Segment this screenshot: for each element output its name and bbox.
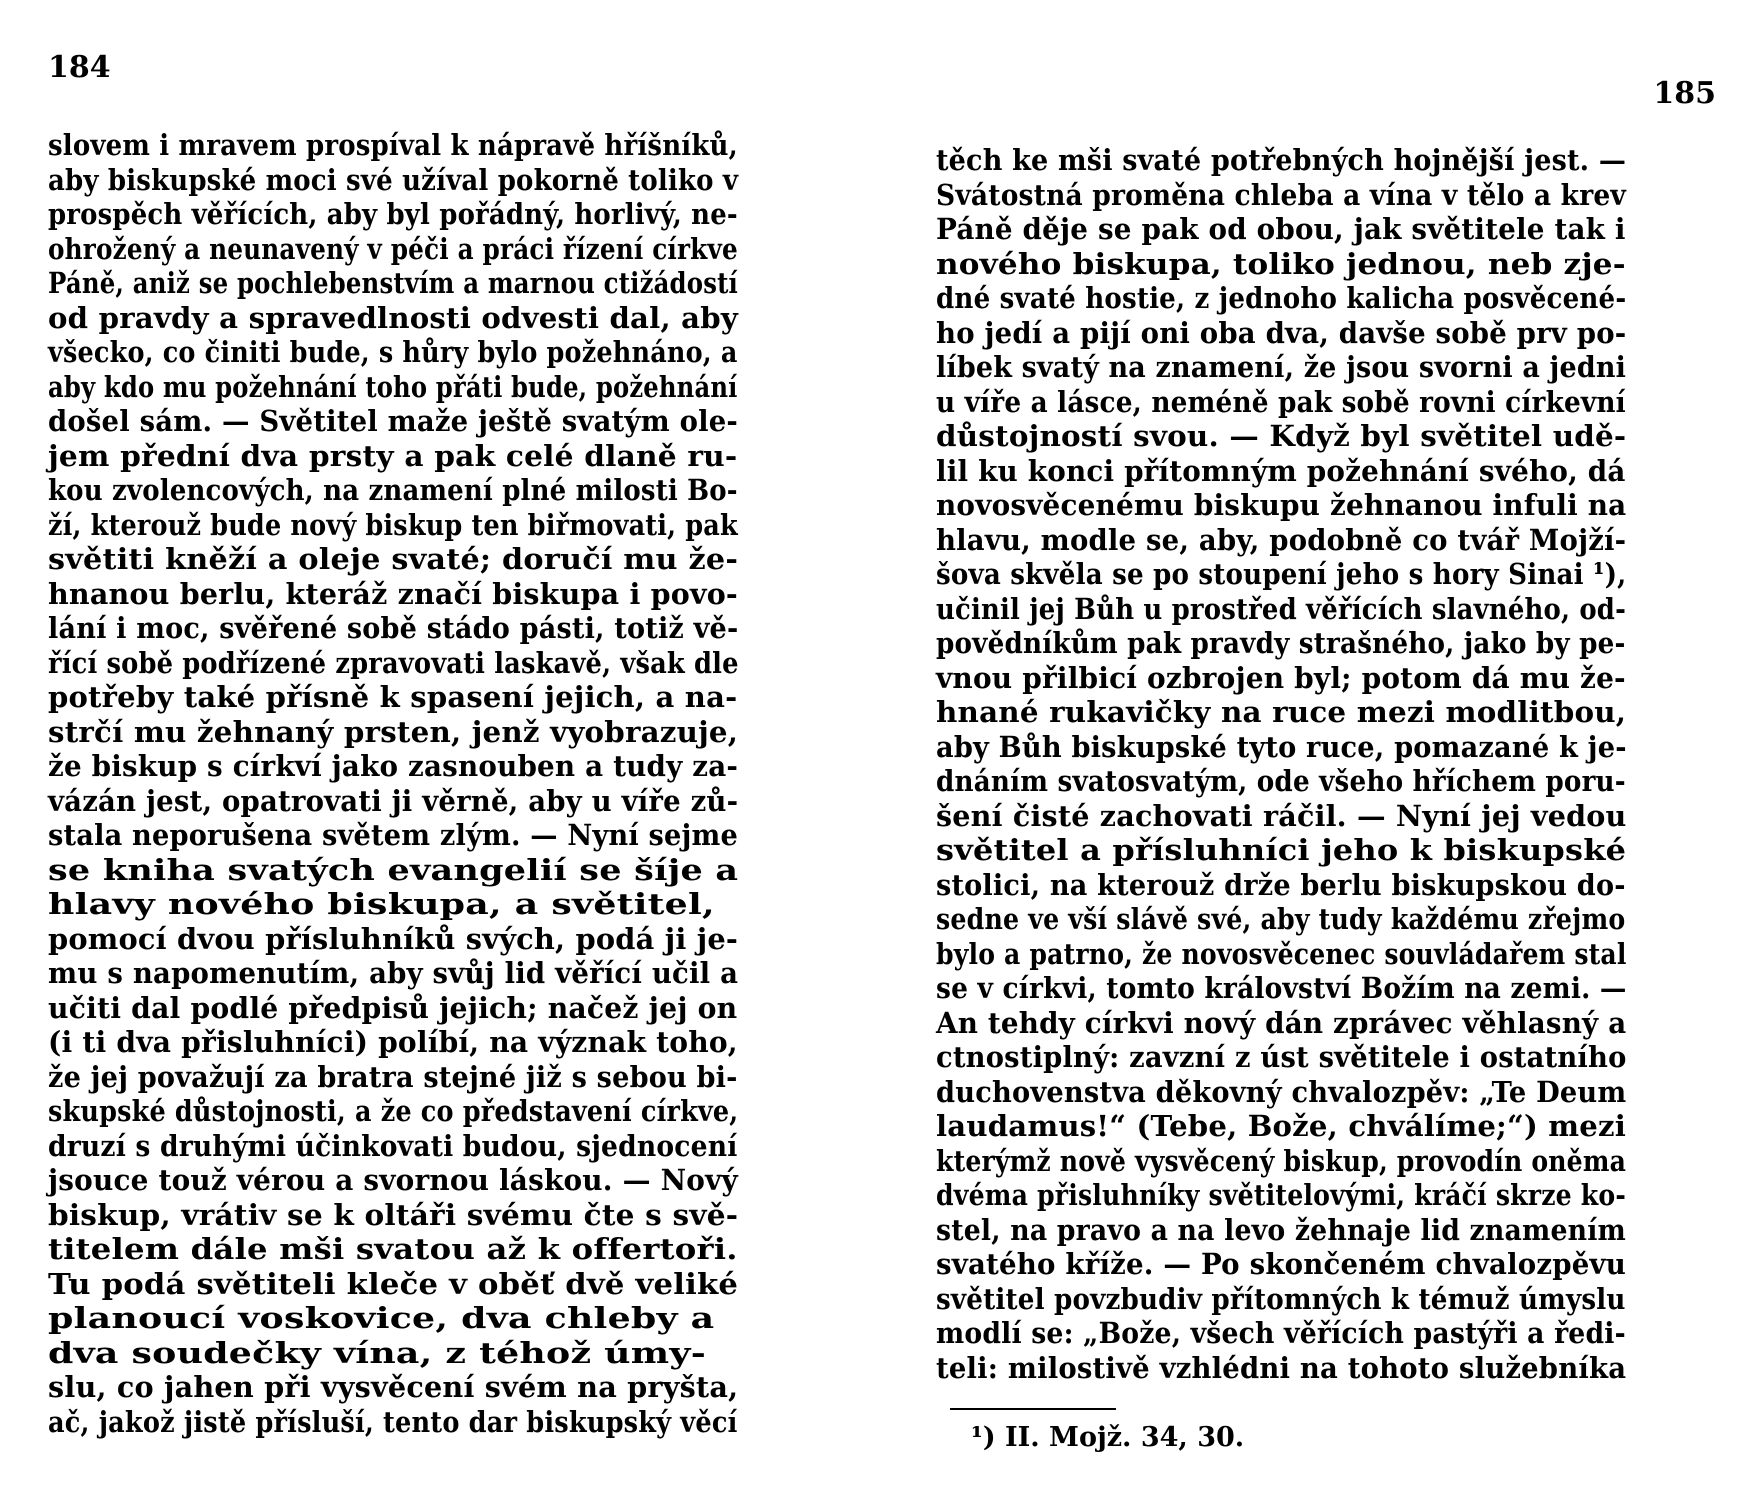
text-line: vázán jest, opatrovati ji věrně, aby u víře zů- <box>48 783 739 818</box>
page-number: 185 <box>1653 76 1716 111</box>
left-page <box>48 0 838 1500</box>
text-line: biskup, vrátiv se k oltáři svému čte s svě- <box>48 1197 739 1232</box>
text-line: světitel a přísluhníci jeho k biskupské <box>936 833 1627 867</box>
text-line: se kniha svatých evangelií se šíje a <box>48 852 739 887</box>
footnote-divider <box>950 1408 1116 1410</box>
text-line: slovem i mravem prospíval k nápravě hříšníků, <box>48 128 738 162</box>
text-line: učiti dal podlé předpisů jejich; načež jej on <box>48 990 738 1025</box>
text-line: jem přední dva prsty a pak celé dlaně ru- <box>48 438 738 473</box>
text-line: ohrožený a neunavený v péči a práci řízení církve <box>48 231 738 266</box>
text-line: dvéma přisluhníky světitelovými, kráčí skrze ko- <box>936 1178 1627 1212</box>
text-line: aby biskupské moci své užíval pokorně toliko v <box>48 162 739 197</box>
text-line: teli: milostivě vzhlédni na tohoto služebníka <box>936 1350 1627 1385</box>
text-line: důstojností svou. — Když byl světitel udě- <box>936 419 1627 453</box>
text-line: hnané rukavičky na ruce mezi modlitbou, <box>936 695 1627 729</box>
footnote: ¹) II. Mojž. 34, 30. <box>971 1422 1245 1453</box>
text-line: duchovenstva děkovný chvalozpěv: „Te Deum <box>936 1074 1627 1109</box>
text-line: hlavy nového biskupa, a světitel, <box>48 887 715 921</box>
text-line: slu, co jahen při vysvěcení svém na pryšta, <box>48 1370 739 1404</box>
text-line: řící sobě podřízené zpravovati laskavě, však dle <box>48 645 739 680</box>
text-line: hlavu, modle se, aby, podobně co tvář Mojží- <box>936 522 1627 557</box>
text-line: povědníkům pak pravdy strašného, jako by pe- <box>936 626 1626 660</box>
text-line: světiti kněží a oleje svaté; doručí mu že- <box>48 542 739 576</box>
text-line: kou zvolencových, na znamení plné milosti Bo- <box>48 473 738 507</box>
right-page <box>936 0 1716 1500</box>
text-line: Páně, aniž se pochlebenstvím a marnou ctižádostí <box>48 266 738 300</box>
text-line: modlí se: „Bože, všech věřících pastýři a ředi- <box>936 1316 1626 1350</box>
text-line: druzí s druhými účinkovati budou, sjednocení <box>48 1128 738 1163</box>
text-line: se v církvi, tomto království Božím na zemi. — <box>936 971 1627 1005</box>
text-line: Tu podá světiteli kleče v oběť dvě veliké <box>48 1266 739 1301</box>
text-line: laudamus!“ (Tebe, Bože, chválíme;“) mezi <box>936 1109 1626 1143</box>
text-line: těch ke mši svaté potřebných hojnější jest. — <box>936 143 1627 177</box>
text-line: planoucí voskovice, dva chleby a <box>48 1301 715 1335</box>
text-line: aby Bůh biskupské tyto ruce, pomazané k je- <box>936 729 1627 764</box>
text-line: mu s napomenutím, aby svůj lid věřící učil a <box>48 956 739 990</box>
text-line: nového biskupa, toliko jednou, neb zje- <box>936 246 1626 281</box>
text-line: hnanou berlu, kteráž značí biskupa i povo- <box>48 576 738 611</box>
text-line: dva soudečky vína, z téhož úmy- <box>48 1335 706 1370</box>
left-page-text <box>48 128 838 1439</box>
text-line: vnou přilbicí ozbrojen byl; potom dá mu že- <box>936 660 1626 695</box>
text-line: novosvěcenému biskupu žehnanou infuli na <box>936 488 1627 522</box>
text-line: že jej považují za bratra stejné již s sebou bi- <box>48 1059 738 1094</box>
text-line: pomocí dvou přísluhníků svých, podá ji je- <box>48 921 739 956</box>
text-line: všecko, co činiti bude, s hůry bylo požehnáno, a <box>48 335 738 369</box>
text-line: ač, jakož jistě přísluší, tento dar biskupský věcí <box>48 1404 738 1439</box>
text-line: lil ku konci přítomným požehnání svého, dá <box>936 453 1626 488</box>
text-line: ctnostiplný: zavzní z úst světitele i ostatního <box>936 1040 1627 1074</box>
text-line: Páně děje se pak od obou, jak světitele tak i <box>936 212 1626 246</box>
text-line: šova skvěla se po stoupení jeho s hory Sinai ¹), <box>936 557 1627 591</box>
text-line: sedne ve vší slávě své, aby tudy každému zřejmo <box>936 902 1626 936</box>
text-line: stolici, na kterouž drže berlu biskupskou do- <box>936 867 1626 902</box>
text-line: stala neporušena světem zlým. — Nyní sejme <box>48 818 739 852</box>
text-line: prospěch věřících, aby byl pořádný, horlivý, ne- <box>48 197 738 231</box>
text-line: aby kdo mu požehnání toho přáti bude, požehnání <box>48 369 738 404</box>
text-line: Svátostná proměna chleba a vína v tělo a krev <box>936 177 1627 212</box>
text-line: světitel povzbudiv přítomných k témuž úmyslu <box>936 1281 1626 1316</box>
text-line: že biskup s církví jako zasnouben a tudy za- <box>48 749 739 783</box>
text-line: ží, kterouž bude nový biskup ten biřmovati, pak <box>48 507 738 542</box>
text-line: skupské důstojnosti, a že co představení církve, <box>48 1094 739 1128</box>
text-line: bylo a patrno, že novosvěcenec souvládařem stal <box>936 936 1627 971</box>
text-line: titelem dále mši svatou až k offertoři. <box>48 1232 738 1266</box>
right-page-text <box>936 143 1716 1385</box>
text-line: strčí mu žehnaný prsten, jenž vyobrazuje, <box>48 714 739 749</box>
text-line: kterýmž nově vysvěcený biskup, provodín oněma <box>936 1143 1627 1178</box>
text-line: svatého kříže. — Po skončeném chvalozpěvu <box>936 1247 1626 1281</box>
text-line: potřeby také přísně k spasení jejich, a na- <box>48 680 738 714</box>
text-line: An tehdy církvi nový dán zprávec věhlasný a <box>936 1005 1627 1040</box>
text-line: stel, na pravo a na levo žehnaje lid znamením <box>936 1212 1627 1247</box>
text-line: šení čisté zachovati ráčil. — Nyní jej vedou <box>936 798 1627 833</box>
text-line: jsouce touž vérou a svornou láskou. — Nový <box>48 1163 738 1197</box>
text-line: dné svaté hostie, z jednoho kalicha posvěcené- <box>936 281 1627 315</box>
text-line: líbek svatý na znamení, že jsou svorni a jedni <box>936 350 1627 384</box>
text-line: u víře a lásce, neméně pak sobě rovni církevní <box>936 384 1626 419</box>
text-line: dnáním svatosvatým, ode všeho hříchem poru- <box>936 764 1626 798</box>
text-line: (i ti dva přisluhníci) políbí, na význak toho, <box>48 1025 738 1059</box>
text-line: ho jedí a pijí oni oba dva, davše sobě prv po- <box>936 315 1627 350</box>
text-line: lání i moc, svěřené sobě stádo pásti, totiž vě- <box>48 611 739 645</box>
text-line: učinil jej Bůh u prostřed věřících slavného, od- <box>936 591 1627 626</box>
page-number: 184 <box>48 50 111 85</box>
text-line: od pravdy a spravedlnosti odvesti dal, aby <box>48 300 739 335</box>
text-line: došel sám. — Světitel maže ještě svatým ole- <box>48 404 738 438</box>
